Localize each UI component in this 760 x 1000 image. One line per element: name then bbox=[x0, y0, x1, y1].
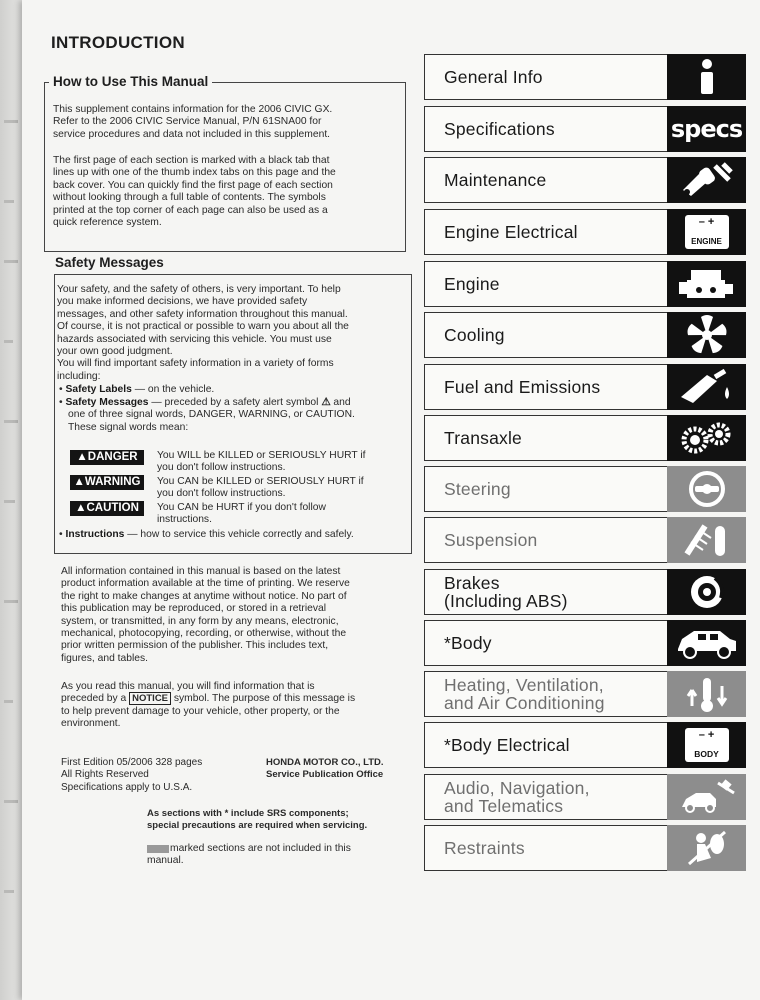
text-line: Specifications apply to U.S.A. bbox=[61, 781, 193, 793]
text-line: you make informed decisions, we have provided safety bbox=[57, 296, 308, 308]
section-tab-label bbox=[444, 825, 525, 871]
section-tab[interactable] bbox=[424, 106, 746, 152]
text-line: manual. bbox=[147, 855, 184, 867]
gears-icon bbox=[675, 418, 739, 458]
safety-bullet-instructions: • Instructions — how to service this vehicle correctly and safely. bbox=[59, 529, 354, 540]
bullet-text: — preceded by a safety alert symbol bbox=[148, 397, 322, 408]
section-tab-label-line1: Transaxle bbox=[444, 428, 522, 448]
section-tab[interactable] bbox=[424, 415, 746, 461]
airbag-icon bbox=[685, 828, 729, 868]
text-line: system, or transmitted, in any form by any means, electronic, bbox=[61, 615, 339, 627]
thumb-index[interactable] bbox=[667, 722, 746, 768]
section-tab-label-line1: Engine Electrical bbox=[444, 222, 578, 242]
section-tab-label-line1: General Info bbox=[444, 67, 543, 87]
section-tab-label-line1: Brakes bbox=[444, 573, 500, 593]
section-tab-label-line1: Suspension bbox=[444, 530, 538, 550]
section-tab-label bbox=[444, 466, 511, 512]
bullet-text: These signal words mean: bbox=[68, 421, 189, 433]
steering-wheel-icon bbox=[687, 469, 727, 509]
text-line: As sections with * include SRS components; bbox=[147, 808, 349, 819]
thumb-index[interactable] bbox=[667, 312, 746, 358]
section-tab-label bbox=[444, 517, 537, 563]
section-tab-label-line1: Specifications bbox=[444, 119, 555, 139]
text-line: mechanical, photocopying, recording, or otherwise, without the bbox=[61, 628, 347, 640]
text-line: messages, and other safety information throughout this manual. bbox=[57, 308, 348, 320]
srs-note bbox=[147, 808, 407, 833]
brake-disc-icon bbox=[685, 572, 729, 612]
thumb-index[interactable] bbox=[667, 517, 746, 563]
text-line: special precautions are required when servicing. bbox=[147, 820, 368, 832]
bullet-text: — on the vehicle. bbox=[131, 384, 215, 395]
section-tab[interactable] bbox=[424, 774, 746, 820]
section-tab-label-line2: and Telematics bbox=[444, 796, 564, 816]
section-tab-label-line1: Audio, Navigation, bbox=[444, 778, 590, 798]
section-tab[interactable] bbox=[424, 569, 746, 615]
text-line bbox=[147, 843, 407, 855]
section-tab-label-line1: *Body bbox=[444, 633, 492, 653]
text-line: product information available at the time of printing. We reserve bbox=[61, 578, 350, 590]
text-line: without looking through a full table of contents. The symbols bbox=[53, 192, 326, 204]
section-tab-label bbox=[444, 415, 522, 461]
section-tab[interactable] bbox=[424, 312, 746, 358]
text-line: hazards associated with servicing this vehicle. You must use bbox=[57, 333, 332, 345]
thumb-index[interactable] bbox=[667, 209, 746, 255]
section-tab-label-line1: *Body Electrical bbox=[444, 735, 570, 755]
thumb-index[interactable] bbox=[667, 157, 746, 203]
text-line: This supplement contains information for the 2006 CIVIC GX. bbox=[53, 104, 333, 115]
satellite-car-icon bbox=[676, 777, 738, 817]
safety-alert-icon: ⚠ bbox=[321, 397, 331, 408]
section-tab[interactable] bbox=[424, 466, 746, 512]
copyright-para bbox=[61, 566, 406, 665]
safety-bullet-messages: • Safety Messages — preceded by a safety alert symbol ⚠ and one of three signal words, DANGER, WARNING, or CAUTION. These signal words mean: bbox=[59, 397, 404, 434]
section-tab[interactable] bbox=[424, 209, 746, 255]
text-line bbox=[61, 693, 406, 705]
shock-absorber-icon bbox=[681, 520, 733, 560]
thermometer-icon bbox=[682, 674, 732, 714]
text-line: to help prevent damage to your vehicle, other property, or the bbox=[61, 705, 340, 717]
bullet-text: and bbox=[330, 397, 351, 408]
text-line: your own good judgment. bbox=[57, 346, 173, 358]
section-tab[interactable] bbox=[424, 620, 746, 666]
section-tab-label-line2: and Air Conditioning bbox=[444, 693, 605, 713]
page-title: INTRODUCTION bbox=[51, 33, 185, 52]
text-line: you don't follow instructions. bbox=[157, 488, 286, 500]
text-line: Of course, it is not practical or possible to warn you about all the bbox=[57, 321, 349, 333]
thumb-index[interactable] bbox=[667, 569, 746, 615]
section-tab-label-line1: Restraints bbox=[444, 838, 525, 858]
thumb-index[interactable] bbox=[667, 825, 746, 871]
bullet-text: one of three signal words, DANGER, WARNING, or CAUTION. bbox=[68, 409, 355, 421]
text-part: preceded by a bbox=[61, 693, 130, 705]
engine-icon bbox=[677, 264, 737, 304]
text-line: instructions. bbox=[157, 514, 212, 526]
section-tab-label bbox=[444, 209, 578, 255]
bullet-text: — how to service this vehicle correctly and safely. bbox=[124, 529, 354, 540]
text-part: symbol. The purpose of this message is bbox=[171, 693, 356, 705]
section-tab-label bbox=[444, 722, 570, 768]
section-tab-label bbox=[444, 671, 605, 717]
section-tab-label bbox=[444, 157, 546, 203]
danger-text bbox=[157, 450, 397, 475]
section-tab-label-line2: (Including ABS) bbox=[444, 591, 568, 611]
section-tab[interactable] bbox=[424, 157, 746, 203]
section-tab-label-line1: Heating, Ventilation, bbox=[444, 675, 604, 695]
notice-symbol: NOTICE bbox=[129, 692, 171, 705]
fuel-nozzle-icon bbox=[677, 367, 737, 407]
section-tab[interactable] bbox=[424, 261, 746, 307]
text-line: All Rights Reserved bbox=[61, 769, 149, 781]
section-tab-label bbox=[444, 364, 600, 410]
text-line: First Edition 05/2006 328 pages bbox=[61, 757, 203, 768]
section-tab-label-line1: Steering bbox=[444, 479, 511, 499]
section-tab-label bbox=[444, 620, 492, 666]
section-tab-label-line1: Engine bbox=[444, 274, 500, 294]
edition-info bbox=[61, 757, 261, 794]
thumb-index[interactable] bbox=[667, 620, 746, 666]
text-line: You WILL be KILLED or SERIOUSLY HURT if bbox=[157, 450, 366, 461]
thumb-index[interactable] bbox=[667, 415, 746, 461]
fan-icon bbox=[685, 315, 729, 355]
section-tab-label-line1: Maintenance bbox=[444, 170, 547, 190]
text-line: figures, and tables. bbox=[61, 652, 149, 664]
wrench-icon bbox=[679, 162, 735, 198]
publisher-info bbox=[266, 757, 406, 782]
thumb-index[interactable] bbox=[667, 364, 746, 410]
caution-text bbox=[157, 502, 397, 527]
text-line: environment. bbox=[61, 718, 121, 730]
text-part: marked sections are not included in this bbox=[170, 843, 351, 854]
section-tab[interactable] bbox=[424, 671, 746, 717]
thumb-index[interactable] bbox=[667, 261, 746, 307]
grey-note bbox=[147, 843, 407, 868]
text-line: service procedures and data not included in this supplement. bbox=[53, 128, 331, 140]
thumb-index[interactable] bbox=[667, 106, 746, 152]
section-tab-label bbox=[444, 106, 555, 152]
info-icon bbox=[692, 58, 722, 96]
section-tab-label-line1: Fuel and Emissions bbox=[444, 377, 601, 397]
bullet-term: Safety Messages bbox=[65, 397, 149, 408]
thumb-index[interactable] bbox=[667, 774, 746, 820]
text-line: lines up with one of the thumb index tabs on this page and the bbox=[53, 167, 336, 179]
previous-page-edge bbox=[0, 0, 22, 1000]
bullet-term: Instructions bbox=[65, 529, 125, 540]
battery-engine-icon: – + ENGINE bbox=[685, 215, 729, 249]
danger-label: ▲DANGER bbox=[70, 450, 144, 465]
section-tab-label bbox=[444, 569, 568, 615]
text-line: You will find important safety information in a variety of forms bbox=[57, 358, 334, 370]
section-tab[interactable] bbox=[424, 54, 746, 100]
section-tab[interactable] bbox=[424, 517, 746, 563]
text-line: the right to make changes at anytime without notice. No part of bbox=[61, 590, 347, 602]
text-line: Your safety, and the safety of others, is very important. To help bbox=[57, 284, 341, 295]
safety-para1 bbox=[57, 284, 407, 383]
how-to-use-para1 bbox=[53, 104, 398, 141]
text-line: this publication may be reproduced, or stored in a retrieval bbox=[61, 603, 326, 615]
section-tab-label bbox=[444, 312, 505, 358]
text-line: Service Publication Office bbox=[266, 769, 384, 781]
notice-para bbox=[61, 681, 406, 731]
text-line: including: bbox=[57, 370, 101, 382]
text-line: You CAN be HURT if you don't follow bbox=[157, 502, 326, 513]
section-tab[interactable] bbox=[424, 364, 746, 410]
warning-text bbox=[157, 476, 397, 501]
how-to-use-para2 bbox=[53, 155, 398, 229]
text-line: prior written permission of the publisher. This includes text, bbox=[61, 640, 329, 652]
thumb-index[interactable] bbox=[667, 671, 746, 717]
bullet-term: Safety Labels bbox=[65, 384, 132, 395]
warning-label: ▲WARNING bbox=[70, 475, 144, 490]
text-line: quick reference system. bbox=[53, 217, 162, 229]
thumb-index[interactable] bbox=[667, 466, 746, 512]
text-line: The first page of each section is marked with a black tab that bbox=[53, 155, 330, 166]
section-tab-label bbox=[444, 774, 590, 820]
text-line: back cover. You can quickly find the first page of each section bbox=[53, 179, 333, 191]
thumb-index[interactable] bbox=[667, 54, 746, 100]
safety-messages-heading: Safety Messages bbox=[51, 255, 168, 270]
text-line: Refer to the 2006 CIVIC Service Manual, P/N 61SNA00 for bbox=[53, 116, 322, 128]
caution-label: ▲CAUTION bbox=[70, 501, 144, 516]
safety-bullet-labels: • Safety Labels — on the vehicle. bbox=[59, 384, 215, 395]
text-line: printed at the top corner of each page can also be used as a bbox=[53, 204, 328, 216]
text-line: you don't follow instructions. bbox=[157, 462, 286, 474]
text-line: All information contained in this manual is based on the latest bbox=[61, 566, 341, 577]
section-tab[interactable] bbox=[424, 722, 746, 768]
car-icon bbox=[674, 625, 740, 661]
section-tab[interactable] bbox=[424, 825, 746, 871]
battery-body-icon: – + BODY bbox=[685, 728, 729, 762]
specs-icon: specs bbox=[670, 115, 743, 143]
text-line: You CAN be KILLED or SERIOUSLY HURT if bbox=[157, 476, 364, 487]
section-tab-label bbox=[444, 261, 500, 307]
text-line: HONDA MOTOR CO., LTD. bbox=[266, 757, 384, 768]
how-to-use-heading: How to Use This Manual bbox=[49, 74, 212, 89]
section-tab-label bbox=[444, 54, 543, 100]
section-tab-label-line1: Cooling bbox=[444, 325, 505, 345]
text-line: As you read this manual, you will find information that is bbox=[61, 681, 315, 692]
